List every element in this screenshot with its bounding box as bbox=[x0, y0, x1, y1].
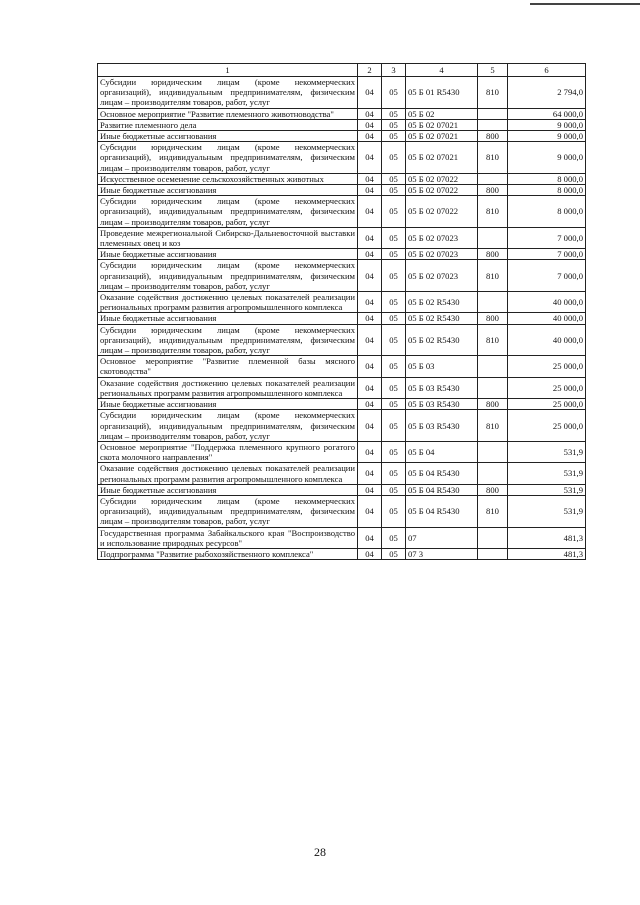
row-amount: 531,9 bbox=[508, 463, 586, 484]
row-target-code: 05 Б 02 07022 bbox=[406, 173, 478, 184]
table-row bbox=[98, 324, 586, 356]
table-row bbox=[98, 484, 586, 495]
row-expense-type: 810 bbox=[478, 196, 508, 228]
column-header: 5 bbox=[478, 64, 508, 77]
table-row bbox=[98, 399, 586, 410]
row-amount: 8 000,0 bbox=[508, 173, 586, 184]
row-target-code: 07 bbox=[406, 527, 478, 548]
row-name: Субсидии юридическим лицам (кроме некоммерческих организаций), индивидуальным предпринимателям, физическим лицам – производителям товаров, работ, услуг bbox=[98, 142, 358, 174]
row-name: Иные бюджетные ассигнования bbox=[98, 399, 358, 410]
table-row bbox=[98, 356, 586, 377]
row-ministry: 04 bbox=[358, 196, 382, 228]
row-amount: 481,3 bbox=[508, 527, 586, 548]
row-name: Оказание содействия достижению целевых показателей реализации региональных программ развития агропромышленного комплекса bbox=[98, 377, 358, 398]
table-row bbox=[98, 77, 586, 109]
row-expense-type: 810 bbox=[478, 142, 508, 174]
row-amount: 531,9 bbox=[508, 484, 586, 495]
page-number: 28 bbox=[314, 845, 326, 859]
row-amount: 531,9 bbox=[508, 441, 586, 462]
row-ministry: 04 bbox=[358, 77, 382, 109]
row-name: Иные бюджетные ассигнования bbox=[98, 131, 358, 142]
row-section: 05 bbox=[382, 356, 406, 377]
table-row bbox=[98, 377, 586, 398]
row-section: 05 bbox=[382, 249, 406, 260]
table-row bbox=[98, 292, 586, 313]
row-name: Проведение межрегиональной Сибирско-Дальневосточной выставки племенных овец и коз bbox=[98, 227, 358, 248]
row-target-code: 05 Б 02 07023 bbox=[406, 260, 478, 292]
row-name: Развитие племенного дела bbox=[98, 119, 358, 130]
row-expense-type bbox=[478, 463, 508, 484]
row-ministry: 04 bbox=[358, 399, 382, 410]
row-ministry: 04 bbox=[358, 313, 382, 324]
table-row bbox=[98, 463, 586, 484]
row-section: 05 bbox=[382, 441, 406, 462]
column-header: 1 bbox=[98, 64, 358, 77]
row-name: Иные бюджетные ассигнования bbox=[98, 249, 358, 260]
row-section: 05 bbox=[382, 260, 406, 292]
row-expense-type: 800 bbox=[478, 484, 508, 495]
row-name: Подпрограмма "Развитие рыбохозяйственного комплекса" bbox=[98, 548, 358, 559]
row-expense-type: 810 bbox=[478, 495, 508, 527]
row-target-code: 05 Б 04 R5430 bbox=[406, 495, 478, 527]
row-ministry: 04 bbox=[358, 119, 382, 130]
row-expense-type bbox=[478, 377, 508, 398]
row-target-code: 05 Б 02 R5430 bbox=[406, 292, 478, 313]
row-target-code: 05 Б 02 07022 bbox=[406, 196, 478, 228]
table-row bbox=[98, 495, 586, 527]
row-target-code: 07 3 bbox=[406, 548, 478, 559]
row-expense-type bbox=[478, 527, 508, 548]
row-expense-type bbox=[478, 108, 508, 119]
row-target-code: 05 Б 02 07021 bbox=[406, 131, 478, 142]
row-amount: 7 000,0 bbox=[508, 227, 586, 248]
row-ministry: 04 bbox=[358, 227, 382, 248]
row-expense-type bbox=[478, 292, 508, 313]
row-section: 05 bbox=[382, 108, 406, 119]
row-ministry: 04 bbox=[358, 249, 382, 260]
row-amount: 25 000,0 bbox=[508, 410, 586, 442]
row-target-code: 05 Б 03 bbox=[406, 356, 478, 377]
row-section: 05 bbox=[382, 119, 406, 130]
table-row bbox=[98, 108, 586, 119]
row-section: 05 bbox=[382, 292, 406, 313]
table-row bbox=[98, 227, 586, 248]
row-ministry: 04 bbox=[358, 356, 382, 377]
row-amount: 40 000,0 bbox=[508, 324, 586, 356]
row-amount: 25 000,0 bbox=[508, 356, 586, 377]
row-ministry: 04 bbox=[358, 142, 382, 174]
row-ministry: 04 bbox=[358, 484, 382, 495]
row-section: 05 bbox=[382, 410, 406, 442]
row-section: 05 bbox=[382, 185, 406, 196]
row-amount: 481,3 bbox=[508, 548, 586, 559]
row-expense-type: 810 bbox=[478, 77, 508, 109]
row-ministry: 04 bbox=[358, 292, 382, 313]
row-section: 05 bbox=[382, 313, 406, 324]
row-name: Основное мероприятие "Развитие племенного животноводства" bbox=[98, 108, 358, 119]
top-rule bbox=[530, 3, 640, 5]
row-amount: 8 000,0 bbox=[508, 185, 586, 196]
column-header: 2 bbox=[358, 64, 382, 77]
row-expense-type: 800 bbox=[478, 131, 508, 142]
row-amount: 25 000,0 bbox=[508, 377, 586, 398]
row-expense-type: 800 bbox=[478, 249, 508, 260]
column-header: 4 bbox=[406, 64, 478, 77]
row-name: Государственная программа Забайкальского края "Воспроизводство и использование природных ресурсов" bbox=[98, 527, 358, 548]
row-section: 05 bbox=[382, 377, 406, 398]
row-amount: 9 000,0 bbox=[508, 142, 586, 174]
row-expense-type: 810 bbox=[478, 410, 508, 442]
row-target-code: 05 Б 02 07023 bbox=[406, 227, 478, 248]
row-amount: 8 000,0 bbox=[508, 196, 586, 228]
row-section: 05 bbox=[382, 527, 406, 548]
row-target-code: 05 Б 02 R5430 bbox=[406, 313, 478, 324]
table-row bbox=[98, 260, 586, 292]
row-name: Основное мероприятие "Поддержка племенного крупного рогатого скота молочного направления" bbox=[98, 441, 358, 462]
row-amount: 7 000,0 bbox=[508, 260, 586, 292]
table-row bbox=[98, 131, 586, 142]
row-name: Субсидии юридическим лицам (кроме некоммерческих организаций), индивидуальным предпринимателям, физическим лицам – производителям товаров, работ, услуг bbox=[98, 77, 358, 109]
row-section: 05 bbox=[382, 173, 406, 184]
row-amount: 25 000,0 bbox=[508, 399, 586, 410]
row-expense-type bbox=[478, 356, 508, 377]
table-row bbox=[98, 185, 586, 196]
row-expense-type bbox=[478, 119, 508, 130]
row-amount: 40 000,0 bbox=[508, 313, 586, 324]
row-amount: 7 000,0 bbox=[508, 249, 586, 260]
row-section: 05 bbox=[382, 463, 406, 484]
row-section: 05 bbox=[382, 196, 406, 228]
row-expense-type: 810 bbox=[478, 260, 508, 292]
row-target-code: 05 Б 02 07021 bbox=[406, 142, 478, 174]
row-section: 05 bbox=[382, 142, 406, 174]
row-section: 05 bbox=[382, 324, 406, 356]
row-ministry: 04 bbox=[358, 527, 382, 548]
row-target-code: 05 Б 03 R5430 bbox=[406, 399, 478, 410]
row-section: 05 bbox=[382, 77, 406, 109]
row-ministry: 04 bbox=[358, 377, 382, 398]
table-row bbox=[98, 441, 586, 462]
row-amount: 40 000,0 bbox=[508, 292, 586, 313]
table-row bbox=[98, 119, 586, 130]
row-ministry: 04 bbox=[358, 131, 382, 142]
row-name: Субсидии юридическим лицам (кроме некоммерческих организаций), индивидуальным предпринимателям, физическим лицам – производителям товаров, работ, услуг bbox=[98, 196, 358, 228]
row-name: Оказание содействия достижению целевых показателей реализации региональных программ развития агропромышленного комплекса bbox=[98, 292, 358, 313]
row-ministry: 04 bbox=[358, 495, 382, 527]
table-row bbox=[98, 173, 586, 184]
row-name: Субсидии юридическим лицам (кроме некоммерческих организаций), индивидуальным предпринимателям, физическим лицам – производителям товаров, работ, услуг bbox=[98, 260, 358, 292]
column-header: 6 bbox=[508, 64, 586, 77]
row-amount: 9 000,0 bbox=[508, 131, 586, 142]
row-expense-type bbox=[478, 441, 508, 462]
row-target-code: 05 Б 02 07022 bbox=[406, 185, 478, 196]
row-name: Иные бюджетные ассигнования bbox=[98, 313, 358, 324]
row-ministry: 04 bbox=[358, 463, 382, 484]
table-row bbox=[98, 196, 586, 228]
row-section: 05 bbox=[382, 227, 406, 248]
row-amount: 64 000,0 bbox=[508, 108, 586, 119]
row-name: Субсидии юридическим лицам (кроме некоммерческих организаций), индивидуальным предпринимателям, физическим лицам – производителям товаров, работ, услуг bbox=[98, 495, 358, 527]
row-ministry: 04 bbox=[358, 548, 382, 559]
row-ministry: 04 bbox=[358, 108, 382, 119]
row-expense-type: 800 bbox=[478, 399, 508, 410]
row-amount: 9 000,0 bbox=[508, 119, 586, 130]
row-target-code: 05 Б 02 R5430 bbox=[406, 324, 478, 356]
row-amount: 2 794,0 bbox=[508, 77, 586, 109]
row-amount: 531,9 bbox=[508, 495, 586, 527]
row-expense-type: 810 bbox=[478, 324, 508, 356]
row-name: Оказание содействия достижению целевых показателей реализации региональных программ развития агропромышленного комплекса bbox=[98, 463, 358, 484]
row-ministry: 04 bbox=[358, 441, 382, 462]
table-row bbox=[98, 249, 586, 260]
row-section: 05 bbox=[382, 495, 406, 527]
table-row bbox=[98, 313, 586, 324]
row-name: Основное мероприятие "Развитие племенной базы мясного скотоводства" bbox=[98, 356, 358, 377]
column-header: 3 bbox=[382, 64, 406, 77]
row-name: Искусственное осеменение сельскохозяйственных животных bbox=[98, 173, 358, 184]
row-name: Иные бюджетные ассигнования bbox=[98, 484, 358, 495]
budget-table bbox=[97, 63, 586, 560]
table-row bbox=[98, 527, 586, 548]
row-section: 05 bbox=[382, 131, 406, 142]
row-target-code: 05 Б 02 07021 bbox=[406, 119, 478, 130]
row-target-code: 05 Б 02 bbox=[406, 108, 478, 119]
row-name: Субсидии юридическим лицам (кроме некоммерческих организаций), индивидуальным предпринимателям, физическим лицам – производителям товаров, работ, услуг bbox=[98, 410, 358, 442]
row-ministry: 04 bbox=[358, 185, 382, 196]
row-expense-type bbox=[478, 173, 508, 184]
row-target-code: 05 Б 04 R5430 bbox=[406, 463, 478, 484]
row-ministry: 04 bbox=[358, 324, 382, 356]
row-ministry: 04 bbox=[358, 260, 382, 292]
row-expense-type: 800 bbox=[478, 313, 508, 324]
row-section: 05 bbox=[382, 484, 406, 495]
row-target-code: 05 Б 04 R5430 bbox=[406, 484, 478, 495]
row-ministry: 04 bbox=[358, 410, 382, 442]
row-target-code: 05 Б 03 R5430 bbox=[406, 377, 478, 398]
row-target-code: 05 Б 04 bbox=[406, 441, 478, 462]
row-name: Субсидии юридическим лицам (кроме некоммерческих организаций), индивидуальным предпринимателям, физическим лицам – производителям товаров, работ, услуг bbox=[98, 324, 358, 356]
row-target-code: 05 Б 03 R5430 bbox=[406, 410, 478, 442]
row-name: Иные бюджетные ассигнования bbox=[98, 185, 358, 196]
row-target-code: 05 Б 02 07023 bbox=[406, 249, 478, 260]
table-row bbox=[98, 142, 586, 174]
table-header-row bbox=[98, 64, 586, 77]
table-body bbox=[98, 77, 586, 560]
row-section: 05 bbox=[382, 548, 406, 559]
row-expense-type: 800 bbox=[478, 185, 508, 196]
table-row bbox=[98, 548, 586, 559]
row-expense-type bbox=[478, 548, 508, 559]
row-expense-type bbox=[478, 227, 508, 248]
row-section: 05 bbox=[382, 399, 406, 410]
row-target-code: 05 Б 01 R5430 bbox=[406, 77, 478, 109]
row-ministry: 04 bbox=[358, 173, 382, 184]
table-row bbox=[98, 410, 586, 442]
